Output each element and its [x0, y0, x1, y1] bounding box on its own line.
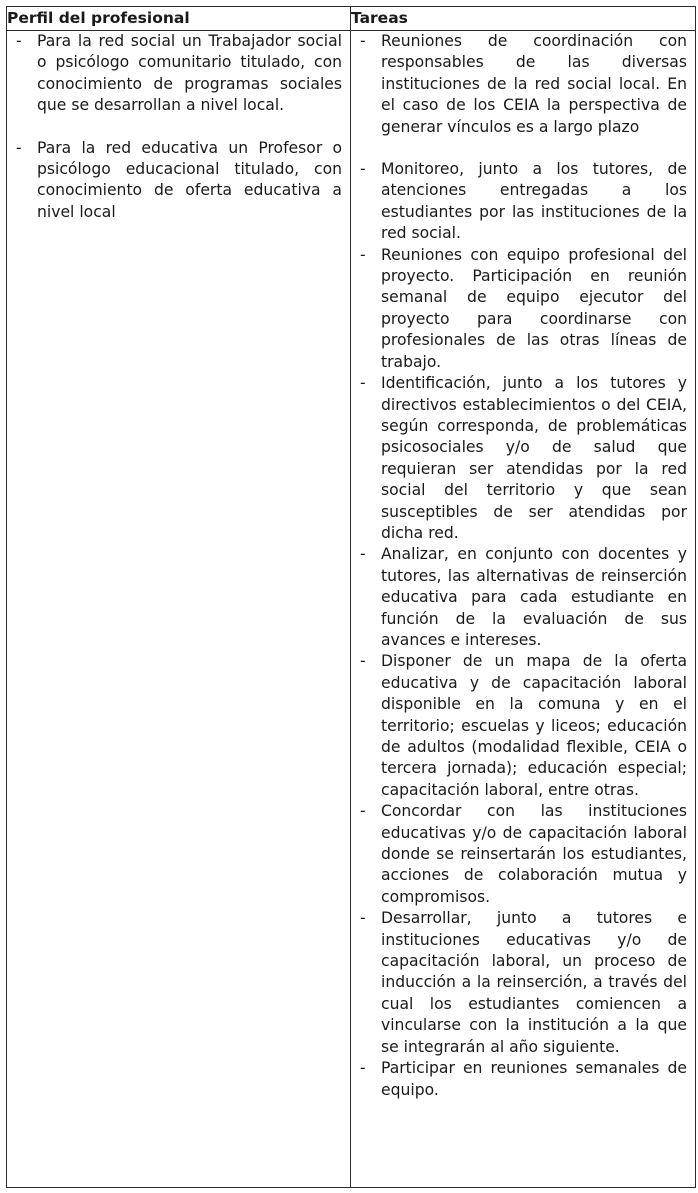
tarea-item-text: Desarrollar, junto a tutores e instituciones educativas y/o de capacitación laboral, un proceso de inducción a la reinserción, a través del cual los estudiantes comiencen a vincularse con la institución a la que se integrarán al año siguiente. — [381, 909, 687, 1056]
tarea-item — [351, 544, 695, 651]
tarea-item — [351, 159, 695, 245]
perfil-item-text: Para la red social un Trabajador social o psicólogo comunitario titulado, con conocimiento de programas sociales que se desarrollan a nivel local. — [37, 32, 342, 115]
tarea-item-text: Disponer de un mapa de la oferta educativa y de capacitación laboral disponible en la comuna y en el territorio; escuelas y liceos; educación de adultos (modalidad flexible, CEIA o tercera jornada); educación especial; capacitación laboral, entre otras. — [381, 652, 687, 799]
tarea-item-text: Monitoreo, junto a los tutores, de atenciones entregadas a los estudiantes por las instituciones de la red social. — [381, 160, 687, 243]
tarea-item — [351, 1058, 695, 1101]
perfil-cell — [7, 31, 351, 1188]
dash-bullet: - — [16, 138, 22, 157]
tarea-item — [351, 373, 695, 544]
profile-tasks-table — [6, 6, 696, 1188]
tareas-cell — [351, 31, 696, 1188]
dash-bullet: - — [360, 374, 366, 393]
dash-bullet: - — [16, 32, 22, 50]
dash-bullet: - — [360, 160, 366, 179]
tarea-item-text: Identificación, junto a los tutores y directivos establecimientos o del CEIA, según corresponda, de problemáticas psicosociales y/o de salud que requieran ser atendidas por la red social del territorio y que sean susceptibles de ser atendidas por dicha red. — [381, 374, 687, 542]
tareas-list — [351, 31, 695, 1101]
tarea-item — [351, 245, 695, 373]
dash-bullet: - — [360, 245, 366, 264]
table-body-row — [7, 31, 696, 1188]
tarea-item — [351, 31, 695, 138]
dash-bullet: - — [360, 545, 366, 564]
header-perfil: Perfil del profesional — [7, 7, 351, 31]
dash-bullet: - — [360, 652, 366, 671]
tarea-item-text: Analizar, en conjunto con docentes y tutores, las alternativas de reinserción educativa para cada estudiante en función de la evaluación de sus avances e intereses. — [381, 545, 687, 649]
dash-bullet: - — [360, 909, 366, 928]
dash-bullet: - — [360, 802, 366, 821]
tarea-item-text: Reuniones con equipo profesional del proyecto. Participación en reunión semanal de equipo ejecutor del proyecto para coordinarse con profesionales de las otras líneas de trabajo. — [381, 245, 687, 371]
tarea-item — [351, 908, 695, 1058]
dash-bullet: - — [360, 32, 366, 50]
header-tareas: Tareas — [351, 7, 696, 31]
perfil-item — [7, 31, 350, 117]
perfil-list — [7, 31, 350, 223]
dash-bullet: - — [360, 1059, 366, 1078]
table-header-row — [7, 7, 696, 31]
perfil-item-text: Para la red educativa un Profesor o psicólogo educacional titulado, con conocimiento de oferta educativa a nivel local — [37, 138, 342, 221]
tarea-item — [351, 801, 695, 908]
tarea-item-text: Participar en reuniones semanales de equipo. — [381, 1059, 687, 1099]
tarea-item-text: Reuniones de coordinación con responsables de las diversas instituciones de la red social local. En el caso de los CEIA la perspectiva de generar vínculos es a largo plazo — [381, 32, 687, 136]
perfil-item — [7, 138, 350, 224]
tarea-item — [351, 651, 695, 801]
tarea-item-text: Concordar con las instituciones educativas y/o de capacitación laboral donde se reinsertarán los estudiantes, acciones de colaboración mutua y compromisos. — [381, 802, 687, 906]
